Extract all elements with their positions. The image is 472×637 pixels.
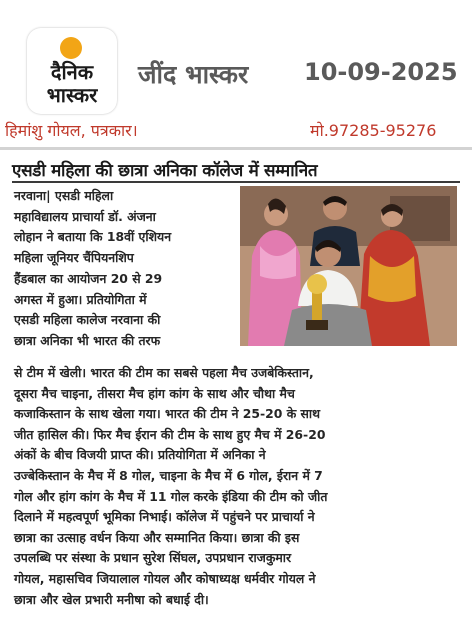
article-line: उज्बेकिस्तान के मैच में 8 गोल, चाइना के मैच में 6 गोल, ईरान में 7	[14, 467, 323, 483]
article-line: छात्रा का उत्साह वर्धन किया और सम्मानित किया। छात्रा की इस	[14, 529, 300, 545]
article-line: महाविद्यालय प्राचार्या डॉ. अंजना	[14, 208, 156, 224]
article-line: अगस्त में हुआ। प्रतियोगिता में	[14, 291, 147, 307]
article-line: गोल और हांग कांग के मैच में 11 गोल करके इंडिया की टीम को जीत	[14, 488, 328, 504]
logo-text-line1: दैनिक	[50, 60, 94, 84]
article-line: कजाकिस्तान के साथ खेला गया। भारत की टीम ने 25-20 के साथ	[14, 406, 321, 422]
article-photo	[240, 186, 457, 346]
edition-title: जींद भास्कर	[138, 60, 249, 89]
article-line: छात्रा और खेल प्रभारी मनीषा को बधाई दी।	[14, 591, 209, 607]
article-line: एसडी महिला कालेज नरवाना की	[14, 312, 161, 328]
publication-date: 10-09-2025	[304, 58, 458, 86]
article-line: अंकों के बीच विजयी प्राप्त की। प्रतियोगिता में अनिका ने	[14, 447, 266, 463]
reporter-phone: मो.97285-95276	[310, 121, 437, 140]
article-column-text	[14, 186, 237, 352]
article-line: से टीम में खेली। भारत की टीम का सबसे पहला मैच उजबेकिस्तान,	[14, 365, 314, 380]
dainik-bhaskar-logo	[27, 28, 117, 114]
article-line: दूसरा मैच चाइना, तीसरा मैच हांग कांग के साथ और चौथा मैच	[14, 385, 295, 401]
article-line: दिलाने में महत्वपूर्ण भूमिका निभाई। कॉलेज में पहुंचने पर प्राचार्या ने	[14, 509, 315, 525]
article-line: हैंडबाल का आयोजन 20 से 29	[14, 270, 163, 286]
article-line: जीत हासिल की। फिर मैच ईरान की टीम के साथ हुए मैच में 26-20	[14, 426, 326, 442]
article-line: उपलब्धि पर संस्था के प्रधान सुरेश सिंघल, उपप्रधान राजकुमार	[14, 550, 292, 566]
article-line: नरवाना| एसडी महिला	[14, 188, 114, 203]
reporter-byline: हिमांशु गोयल, पत्रकार।	[5, 121, 138, 140]
logo-text-line2: भास्कर	[46, 83, 98, 107]
article-headline: एसडी महिला की छात्रा अनिका कॉलेज में सम्मानित	[12, 161, 318, 181]
article-line: गोयल, महासचिव जियालाल गोयल और कोषाध्यक्ष धर्मवीर गोयल ने	[14, 570, 316, 586]
headline-underline	[12, 181, 460, 183]
divider	[0, 147, 472, 150]
sun-icon	[60, 37, 82, 59]
article-line: महिला जूनियर चैंपियनशिप	[14, 250, 134, 266]
group-photo-illustration	[240, 186, 457, 346]
article-line: लोहान ने बताया कि 18वीं एशियन	[14, 229, 172, 245]
article-body-text	[14, 363, 460, 610]
article-line: छात्रा अनिका भी भारत की तरफ	[14, 332, 161, 348]
